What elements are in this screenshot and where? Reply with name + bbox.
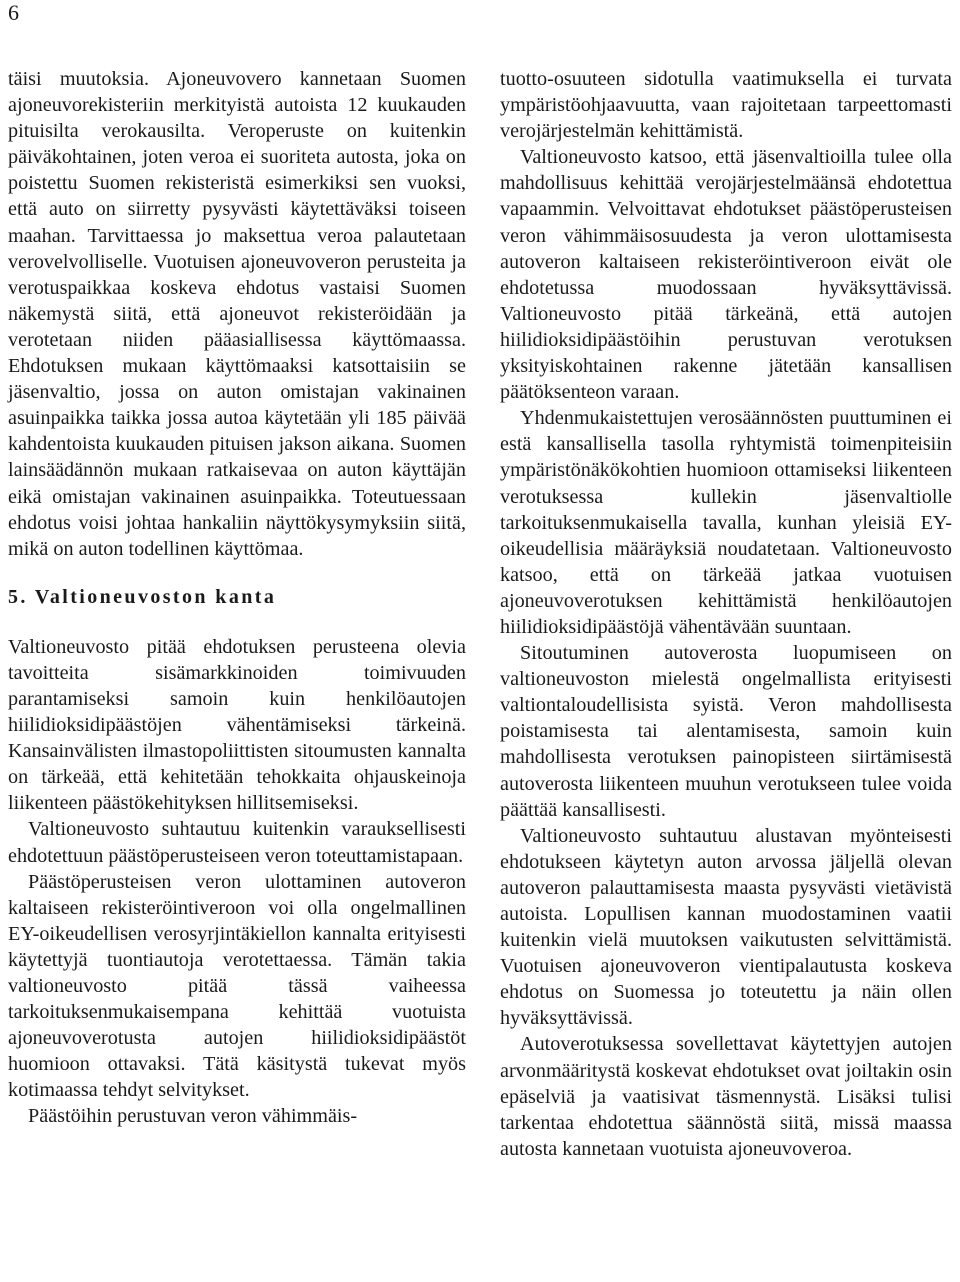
page-number: 6 [8, 0, 19, 25]
left-paragraph-5: Päästöihin perustuvan veron vähimmäis- [28, 1105, 358, 1128]
left-paragraph-2: Valtioneuvosto pitää ehdotuksen perusteena olevia tavoitteita sisämarkkinoiden toimivuuden parantamiseksi samoin kuin henkilöautojen hiilidioksidipäästöjen vähentämiseksi tärkeinä. Kansainvälisten ilmastopoliittisten sitoumusten kannalta on tärkeää, että kehitetään tehokkaita ohjauskeinoja liikenteen päästökehityksen hillitsemiseksi. [8, 635, 466, 815]
left-paragraph-3: Valtioneuvosto suhtautuu kuitenkin varauksellisesti ehdotettuun päästöperusteiseen veron toteuttamistapaan. [8, 818, 466, 867]
section-heading: 5. Valtioneuvoston kanta [8, 585, 277, 608]
right-paragraph-3: Yhdenmukaistettujen verosäännösten puuttuminen ei estä kansallisella tasolla ryhtymistä toimenpiteisiin ympäristönäkökohtien huomioon ottamiseksi liikenteen verotuksessa kullekin jäsenvaltiolle tarkoituksenmukaisella tavalla, kunhan yleisiä EY-oikeudellisia määräyksiä noudatetaan. Valtioneuvosto katsoo, että on tärkeää jatkaa vuotuisen ajoneuvoverotuksen kehittämistä henkilöautojen hiilidioksidipäästöjä vähentävään suuntaan. [500, 407, 952, 638]
right-paragraph-4: Sitoutuminen autoverosta luopumiseen on valtioneuvoston mielestä ongelmallista erityisesti valtiontaloudellisista syistä. Veron mahdollisesta poistamisesta tai alentamisesta, samoin kuin mahdollisesta verotuksen painopisteen siirtämisestä autoverosta liikenteen muuhun verotukseen tulee voida päättää kansallisesti. [500, 642, 952, 821]
left-paragraph-4: Päästöperusteisen veron ulottaminen autoveron kaltaiseen rekisteröintiveroon voi olla ongelmallinen EY-oikeudellisen verosyrjintäkiellon kannalta erityisesti käytettyjä tuontiautoja verotettaessa. Tämän takia valtioneuvosto pitää tässä vaiheessa tarkoituksenmukaisempana kehittää vuotuista ajoneuvoverotusta autojen hiilidioksidipäästöt huomioon ottavaksi. Tätä käsitystä tukevat myös kotimaassa tehdyt selvitykset. [8, 870, 466, 1102]
right-paragraph-5: Valtioneuvosto suhtautuu alustavan myönteisesti ehdotukseen käytetyn auton arvossa jäljellä olevan autoveron palauttamisesta maasta pysyvästi vietävistä autoista. Lopullisen kannan muodostaminen vaatii kuitenkin vielä muutoksen vaikutusten selvittämistä. Vuotuisen ajoneuvoveron vientipalautusta koskeva ehdotus on Suomessa jo toteutettu ja näin ollen hyväksyttävissä. [500, 824, 952, 1030]
right-paragraph-6: Autoverotuksessa sovellettavat käytettyjen autojen arvonmääritystä koskevat ehdotukset ovat joiltakin osin epäselviä ja vaatisivat täsmennystä. Lisäksi tulisi tarkentaa ehdotettua säännöstä siitä, missä maassa autosta kannetaan vuotuista ajoneuvoveroa. [500, 1033, 952, 1160]
left-column [8, 66, 466, 1130]
right-column [500, 66, 952, 1162]
right-paragraph-1: tuotto-osuuteen sidotulla vaatimuksella ei turvata ympäristöohjaavuutta, vaan rajoitetaan tarpeettomasti verojärjestelmän kehittämistä. [500, 68, 952, 143]
right-paragraph-2: Valtioneuvosto katsoo, että jäsenvaltioilla tulee olla mahdollisuus kehittää verojärjestelmäänsä ehdotettua vapaammin. Velvoittavat ehdotukset päästöperusteisen veron vähimmäisosuudesta ja veron ulottamisesta autoveron kaltaiseen rekisteröintiveroon eivät ole ehdotetussa muodossaan hyväksyttävissä. Valtioneuvosto pitää tärkeänä, että autojen hiilidioksidipäästöihin perustuvan verotuksen yksityiskohtainen rakenne jätetään kansallisen päätöksenteon varaan. [500, 146, 952, 404]
left-paragraph-1: täisi muutoksia. Ajoneuvovero kannetaan Suomen ajoneuvorekisteriin merkityistä autoista 12 kuukauden pituisilta verokausilta. Veroperuste on kuitenkin päiväkohtainen, joten veroa ei suoriteta autosta, joka on poistettu Suomen rekisteristä esimerkiksi sen vuoksi, että auto on siirretty pysyvästi käytettäväksi toiseen maahan. Tarvittaessa jo maksettua veroa palautetaan verovelvolliselle. Vuotuisen ajoneuvoveron perusteita ja verotuspaikkaa koskeva ehdotus vastaisi Suomen näkemystä siitä, että ajoneuvot rekisteröidään ja verotetaan niiden pääasiallisessa käyttömaassa. Ehdotuksen mukaan käyttömaaksi katsottaisiin se jäsenvaltio, jossa on auton omistajan vakinainen asuinpaikka taikka jossa autoa käytetään yli 185 päivää kahdentoista kuukauden pituisen jakson aikana. Suomen lainsäädännön mukaan ratkaisevaa on auton käyttäjän eikä omistajan vakinainen asuinpaikka. Toteutuessaan ehdotus voisi johtaa hankaliin näyttökysymyksiin siitä, mikä on auton todellinen käyttömaa. [8, 68, 466, 560]
